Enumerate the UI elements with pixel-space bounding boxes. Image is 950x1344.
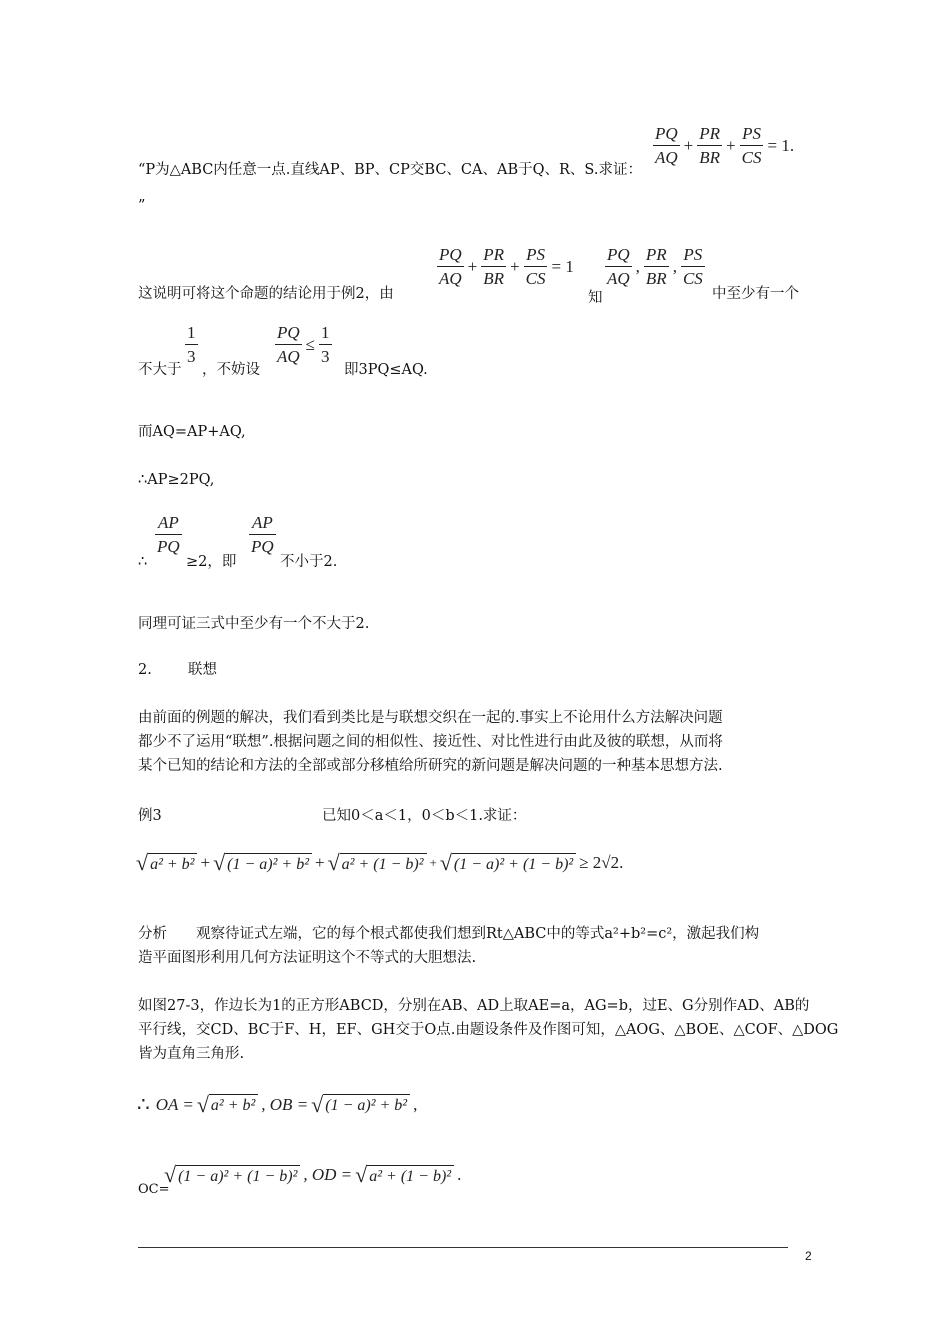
paragraph-line-1: 由前面的例题的解决，我们看到类比是与联想交织在一起的.事实上不论用什么方法解决问题 (138, 710, 723, 726)
paragraph-assume-mid: ，不妨设 (202, 362, 260, 378)
figure-para-line-3: 皆为直角三角形. (138, 1046, 245, 1062)
footer-rule (138, 1247, 788, 1248)
paragraph-apply-suffix: 中至少有一个 (712, 286, 799, 302)
oa-ob-equation: ∴ OA = √ a² + b² , OB = √ (1 − a)² + b² , (137, 1091, 418, 1117)
line-aq: 而AQ=AP+AQ, (138, 424, 246, 440)
fraction-sum-formula: $\frac{PQ}{AQ}$ + $\frac{PR}{BR}$ + $\frac{PS}{CS}$ = 1. (655, 124, 795, 167)
section-title: 联想 (188, 662, 217, 678)
analysis-line-2: 造平面图形利用几何方法证明这个不等式的大胆想法. (138, 950, 477, 966)
sqrt-term-4: √ (1 − a)² + (1 − b)² (440, 852, 576, 874)
oc-label: OC= (138, 1182, 170, 1197)
sqrt-term-3: √ a² + (1 − b)² (328, 852, 427, 874)
fraction-list: $\frac{PQ}{AQ}$ , $\frac{PR}{BR}$ , $\frac{PS}{CS}$ (607, 245, 703, 288)
oc-od-equation: √ (1 − a)² + (1 − b)² , OD = √ a² + (1 − b)² . (164, 1162, 462, 1188)
paragraph-assume-suffix: 即3PQ≤AQ. (344, 362, 428, 378)
page-number: 2 (805, 1249, 812, 1263)
fraction-pr-br: $\frac{PR}{BR}$ (699, 124, 721, 167)
paragraph-apply: 这说明可将这个命题的结论用于例2，由 (138, 286, 394, 302)
paragraph-assume-prefix: 不大于 (138, 362, 182, 378)
example-statement: 已知0＜a＜1，0＜b＜1.求证： (322, 808, 527, 824)
geq-two-text: ≥2，即 (186, 554, 237, 570)
fraction-ap-pq: $\frac{AP}{PQ}$ (157, 513, 180, 556)
therefore-sign: ∴ (138, 554, 148, 570)
fraction-pq-aq: $\frac{PQ}{AQ}$ (655, 124, 678, 167)
theorem-statement: “P为△ABC内任意一点.直线AP、BP、CP交BC、CA、AB于Q、R、S.求证： (138, 162, 642, 178)
similarly-proved: 同理可证三式中至少有一个不大于2. (138, 616, 370, 632)
fraction-ap-pq-2: $\frac{AP}{PQ}$ (251, 513, 274, 556)
fraction-ps-cs: $\frac{PS}{CS}$ (741, 124, 762, 167)
fraction-one-third: $\frac{1}{3}$ (187, 323, 196, 366)
analysis-line-1: 分析 观察待证式左端，它的每个根式都使我们想到Rt△ABC中的等式a²+b²=c²，激起我们构 (138, 926, 760, 942)
close-quote: ” (138, 198, 146, 214)
know-text: 知 (588, 290, 603, 306)
fraction-sum-formula-2: $\frac{PQ}{AQ}$ + $\frac{PR}{BR}$ + $\frac{PS}{CS}$ = 1 (439, 245, 574, 288)
paragraph-line-2: 都少不了运用“联想”.根据问题之间的相似性、接近性、对比性进行由此及彼的联想，从而将 (138, 734, 723, 750)
inequality-pq-aq: $\frac{PQ}{AQ}$ ≤ $\frac{1}{3}$ (277, 323, 330, 366)
section-number: 2. (138, 662, 152, 678)
example-label: 例3 (138, 808, 162, 824)
figure-para-line-2: 平行线，交CD、BC于F、H，EF、GH交于O点.由题设条件及作图可知，△AOG、△BOE、△COF、△DOG (138, 1022, 839, 1038)
sqrt-term-1: √ a² + b² (136, 852, 197, 874)
paragraph-line-3: 某个已知的结论和方法的全部或部分移植给所研究的新问题是解决问题的一种基本思想方法. (138, 758, 723, 774)
figure-para-line-1: 如图27-3，作边长为1的正方形ABCD，分别在AB、AD上取AE=a，AG=b，过E、G分别作AD、AB的 (138, 998, 810, 1014)
sqrt-inequality: √ a² + b² + √ (1 − a)² + b² + √ a² + (1 − b)² + √ (1 − a)² + (1 − b)² ≥ 2√2. (136, 850, 624, 876)
not-less-than-two: 不小于2. (280, 554, 338, 570)
sqrt-term-2: √ (1 − a)² + b² (213, 852, 312, 874)
line-ap-geq: ∴AP≥2PQ, (138, 472, 215, 488)
